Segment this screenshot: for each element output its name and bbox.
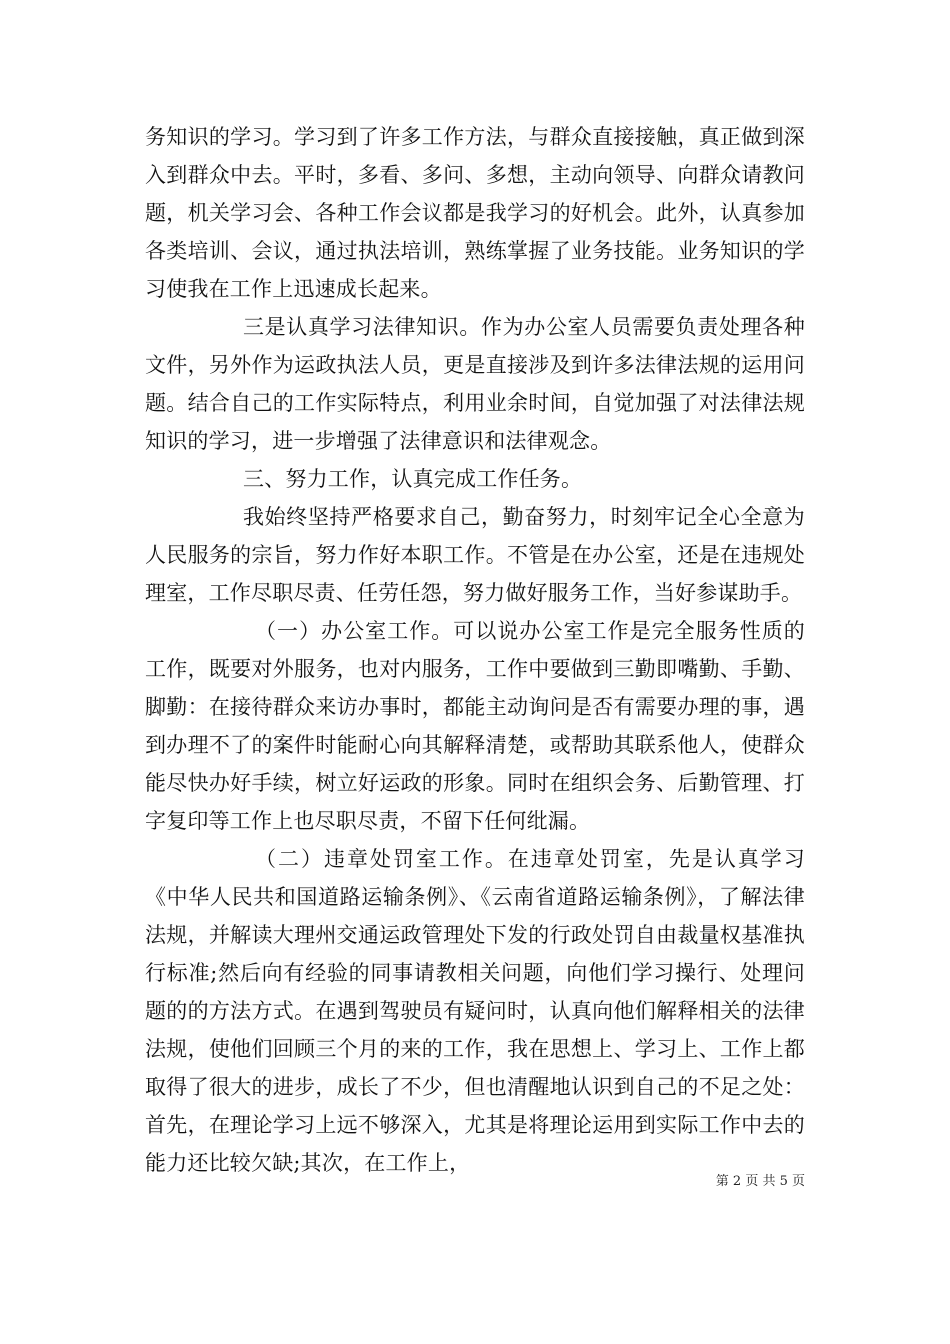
page-number-footer: 第 2 页 共 5 页 — [715, 1174, 805, 1189]
paragraph-violation-office-work: （二）违章处罚室工作。在违章处罚室，先是认真学习《中华人民共和国道路运输条例》、《云南省道路运输条例》，了解法律法规，并解读大理州交通运政管理处下发的行政处罚自由裁量权基准执行标准;然后向有经验的同事请教相关问题，向他们学习操行、处理问题的的方法方式。在遇到驾驶员有疑问时，认真向他们解释相关的法律法规，使他们回顾三个月的来的工作，我在思想上、学习上、工作上都取得了很大的进步，成长了不少，但也清醒地认识到自己的不足之处：首先，在理论学习上远不够深入，尤其是将理论运用到实际工作中去的能力还比较欠缺;其次，在工作上， — [145, 847, 805, 1175]
paragraph-office-work: （一）办公室工作。可以说办公室工作是完全服务性质的工作，既要对外服务，也对内服务，工作中要做到三勤即嘴勤、手勤、脚勤：在接待群众来访办事时，都能主动询问是否有需要办理的事，遇到办理不了的案件时能耐心向其解释清楚，或帮助其联系他人，使群众能尽快办好手续，树立好运政的形象。同时在组织会务、后勤管理、打字复印等工作上也尽职尽责，不留下任何纰漏。 — [145, 619, 805, 833]
paragraph-strict-requirements: 我始终坚持严格要求自己，勤奋努力，时刻牢记全心全意为人民服务的宗旨，努力作好本职工作。不管是在办公室，还是在违规处理室，工作尽职尽责、任劳任怨，努力做好服务工作，当好参谋助手。 — [145, 505, 805, 605]
paragraph-business-knowledge: 务知识的学习。学习到了许多工作方法，与群众直接接触，真正做到深入到群众中去。平时，多看、多问、多想，主动向领导、向群众请教问题，机关学习会、各种工作会议都是我学习的好机会。此外，认真参加各类培训、会议，通过执法培训，熟练掌握了业务技能。业务知识的学习使我在工作上迅速成长起来。 — [145, 125, 805, 301]
document-body — [145, 118, 805, 1182]
paragraph-legal-knowledge: 三是认真学习法律知识。作为办公室人员需要负责处理各种文件，另外作为运政执法人员，更是直接涉及到许多法律法规的运用问题。结合自己的工作实际特点，利用业余时间，自觉加强了对法律法规知识的学习，进一步增强了法律意识和法律观念。 — [145, 315, 805, 453]
section-heading-work: 三、努力工作，认真完成工作任务。 — [243, 467, 583, 491]
